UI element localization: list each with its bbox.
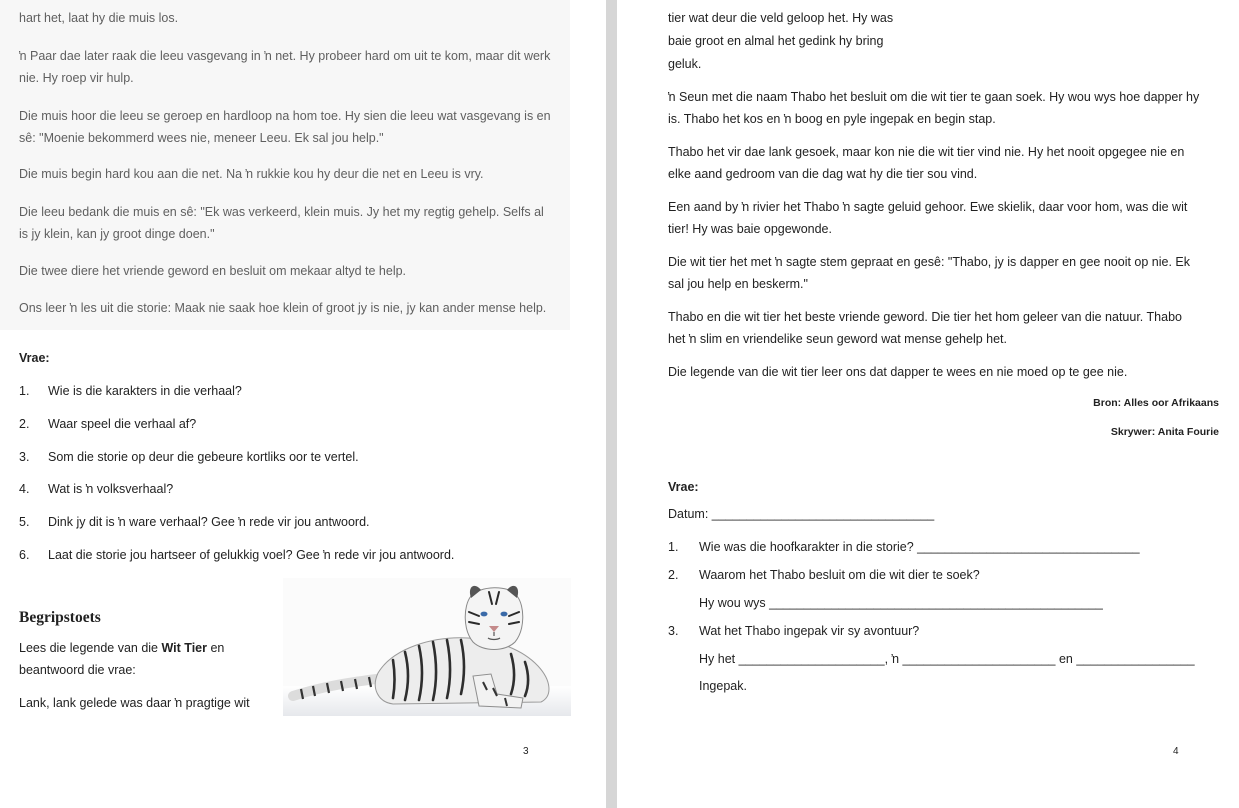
story-line: sal jou help en beskerm.": [668, 277, 808, 291]
story-line: Die leeu bedank die muis en sê: "Ek was verkeerd, klein muis. Jy het my regtig gehelp. Selfs al: [19, 205, 544, 219]
intro-line-2: beantwoord die vrae:: [19, 663, 136, 677]
writer-credit: Skrywer: Anita Fourie: [1110, 426, 1219, 438]
question-text: Som die storie op deur die gebeure kortliks oor te vertel.: [48, 450, 359, 464]
story-start: Lank, lank gelede was daar ŉ pragtige wit: [19, 696, 250, 710]
story-line: tier wat deur die veld geloop het. Hy was: [668, 11, 894, 25]
question-text: Wie was die hoofkarakter in die storie? ________________________________: [699, 540, 1140, 554]
story-line: het ŉ slim en vriendelike seun geword wat mense gehelp het.: [668, 332, 1007, 346]
intro-text: Lees die legende van die: [19, 641, 162, 655]
question-text: Dink jy dit is ŉ ware verhaal? Gee ŉ rede vir jou antwoord.: [48, 515, 370, 529]
story-line: nie. Hy roep vir hulp.: [19, 71, 134, 85]
intro-bold-title: Wit Tier: [161, 641, 207, 655]
story-line: Een aand by ŉ rivier het Thabo ŉ sagte geluid gehoor. Ewe skielik, daar voor hom, was die wit: [668, 200, 1188, 214]
question-number: 2.: [668, 568, 679, 582]
question-number: 3.: [668, 624, 679, 638]
page-number: 4: [1173, 746, 1179, 757]
answer-tail: Ingepak.: [699, 679, 747, 693]
page-gutter: [606, 0, 617, 808]
question-text: Wat het Thabo ingepak vir sy avontuur?: [699, 624, 920, 638]
story-line: tier! Hy was baie opgewonde.: [668, 222, 832, 236]
question-number: 2.: [19, 417, 30, 431]
story-line: hart het, laat hy die muis los.: [19, 11, 179, 25]
page-4: [617, 0, 1239, 808]
question-text: Wie is die karakters in die verhaal?: [48, 384, 242, 398]
question-text: Laat die storie jou hartseer of gelukkig voel? Gee ŉ rede vir jou antwoord.: [48, 548, 455, 562]
question-number: 6.: [19, 548, 30, 562]
question-number: 1.: [668, 540, 679, 554]
date-field: Datum: ________________________________: [668, 507, 935, 521]
section-heading: Begripstoets: [19, 609, 101, 626]
story-line: is jy klein, kan jy groot dinge doen.": [19, 227, 215, 241]
intro-text-end: en: [206, 641, 225, 655]
story-line: sê: "Moenie bekommerd wees nie, meneer Leeu. Ek sal jou help.": [19, 131, 384, 145]
story-line: Die muis hoor die leeu se geroep en hardloop na hom toe. Hy sien die leeu wat vasgevang is en: [19, 109, 551, 123]
answer-line: Hy wou wys ________________________________________________: [699, 596, 1103, 610]
story-line: Die wit tier het met ŉ sagte stem gepraat en gesê: "Thabo, jy is dapper en gee nooit op nie. Ek: [668, 255, 1191, 269]
story-line: ŉ Paar dae later raak die leeu vasgevang in ŉ net. Hy probeer hard om uit te kom, maar dit werk: [19, 49, 551, 63]
question-number: 5.: [19, 515, 30, 529]
story-line: baie groot en almal het gedink hy bring: [668, 34, 884, 48]
question-text: Waarom het Thabo besluit om die wit dier te soek?: [699, 568, 980, 582]
story-line: Thabo en die wit tier het beste vriende geword. Die tier het hom geleer van die natuur. Thabo: [668, 310, 1182, 324]
question-number: 1.: [19, 384, 30, 398]
question-number: 3.: [19, 450, 30, 464]
story-line: Die twee diere het vriende geword en besluit om mekaar altyd te help.: [19, 264, 407, 278]
page-3: [0, 0, 606, 808]
story-line: Thabo het vir dae lank gesoek, maar kon nie die wit tier vind nie. Hy het nooit opgegee nie en: [668, 145, 1185, 159]
question-number: 4.: [19, 482, 30, 496]
source-credit: Bron: Alles oor Afrikaans: [1093, 397, 1219, 409]
story-line: ŉ Seun met die naam Thabo het besluit om die wit tier te gaan soek. Hy wou wys hoe dapper hy: [668, 90, 1200, 104]
story-line: Die muis begin hard kou aan die net. Na ŉ rukkie kou hy deur die net en Leeu is vry.: [19, 167, 484, 181]
questions-heading: Vrae:: [668, 480, 699, 494]
answer-line: Hy het _____________________, ŉ ______________________ en _________________: [699, 652, 1195, 666]
story-line: elke aand gedroom van die dag wat hy die tier sou vind.: [668, 167, 978, 181]
story-line: Ons leer ŉ les uit die storie: Maak nie saak hoe klein of groot jy is nie, jy kan ander mense help.: [19, 301, 547, 315]
white-tiger-image: [283, 578, 571, 716]
story-line: is. Thabo het kos en ŉ boog en pyle ingepak en begin stap.: [668, 112, 996, 126]
page-number: 3: [523, 746, 529, 757]
questions-heading: Vrae:: [19, 351, 50, 365]
story-line: Die legende van die wit tier leer ons dat dapper te wees en nie moed op te gee nie.: [668, 365, 1128, 379]
intro-line: [19, 637, 224, 659]
question-text: Waar speel die verhaal af?: [48, 417, 197, 431]
story-line: geluk.: [668, 57, 702, 71]
question-text: Wat is ŉ volksverhaal?: [48, 482, 174, 496]
